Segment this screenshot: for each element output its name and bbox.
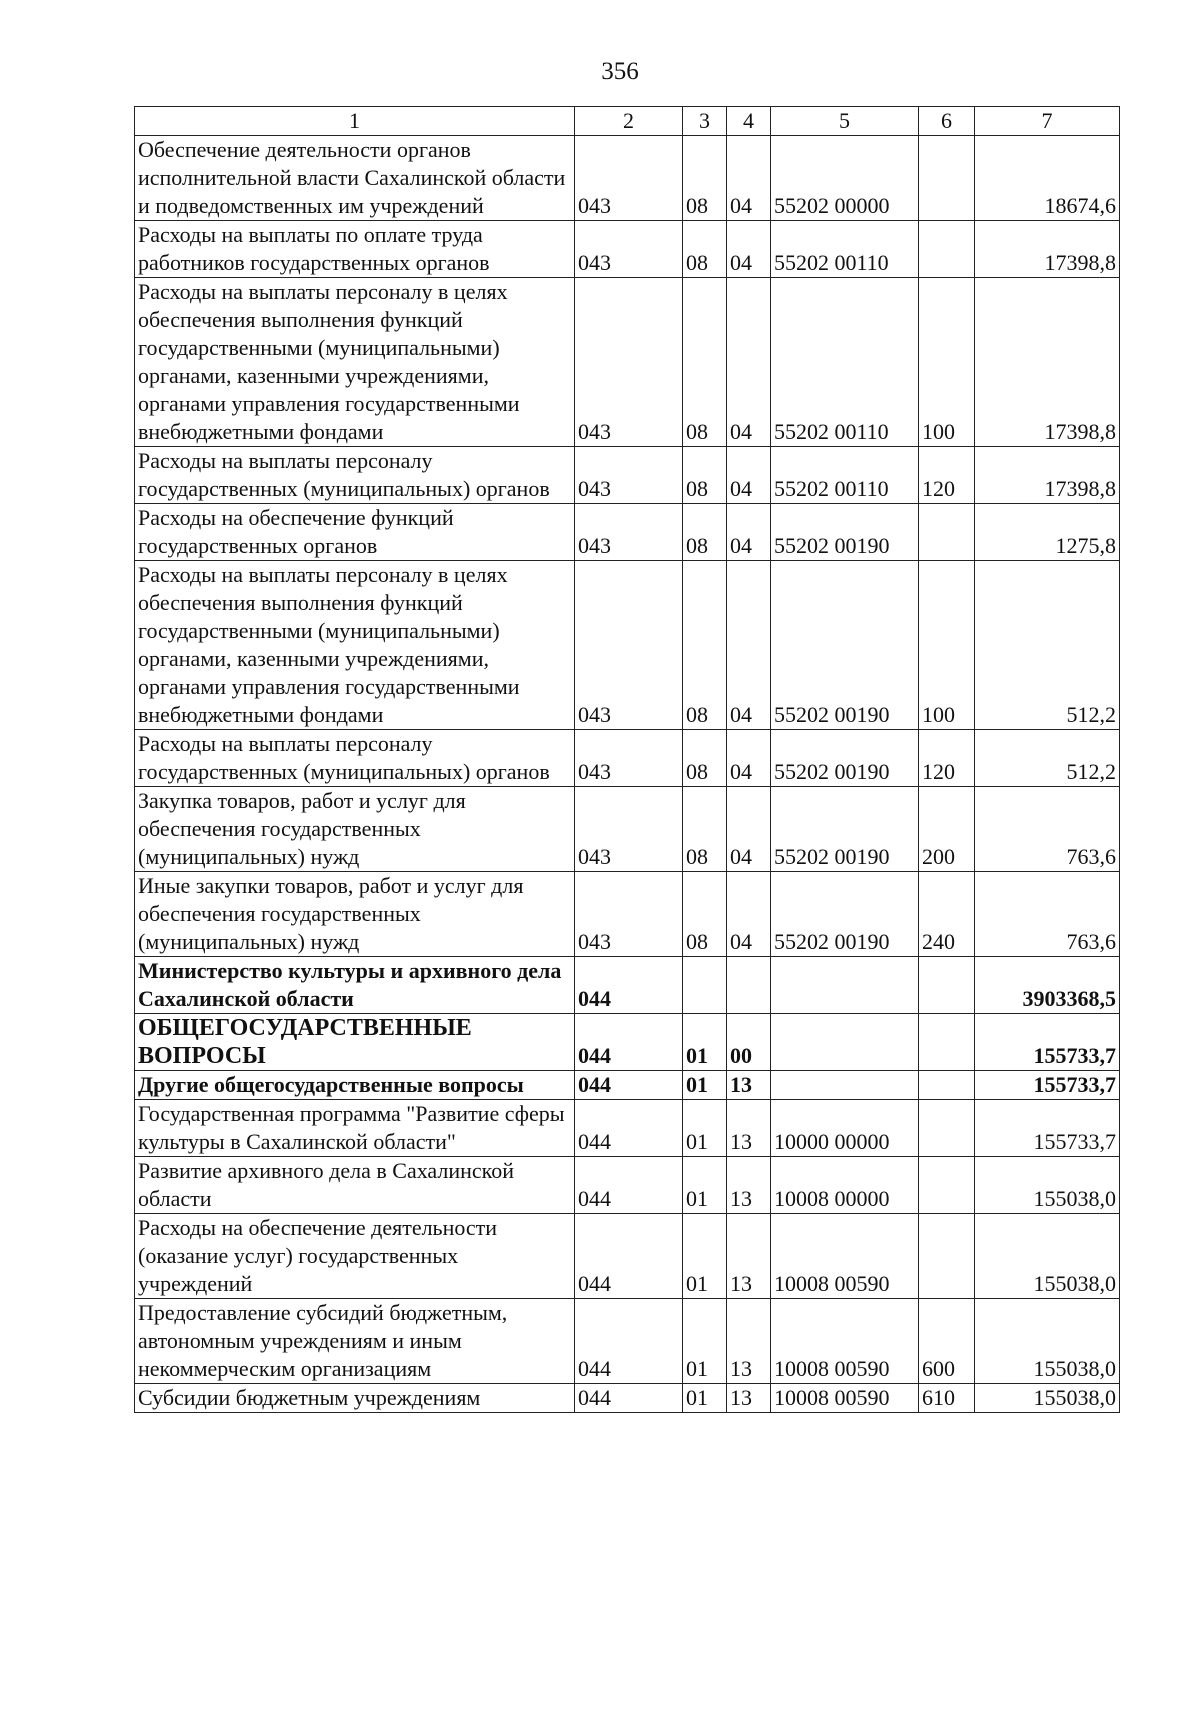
column-number-row: [135, 107, 1120, 136]
amount-cell: 155733,7: [975, 1014, 1120, 1071]
subsection-cell: 04: [727, 730, 771, 787]
amount-cell: 763,6: [975, 872, 1120, 957]
subsection-cell: 04: [727, 504, 771, 561]
amount-cell: 17398,8: [975, 447, 1120, 504]
section-cell: 08: [683, 730, 727, 787]
page-number: 356: [601, 58, 639, 85]
admin-code-cell: 044: [575, 1157, 683, 1214]
expense-type-cell: 600: [919, 1299, 975, 1384]
table-row: [135, 136, 1120, 221]
column-header: 5: [771, 107, 919, 136]
item-name-cell: Расходы на обеспечение деятельности (оказание услуг) государственных учреждений: [135, 1214, 575, 1299]
table-row: [135, 1071, 1120, 1100]
subsection-cell: 13: [727, 1214, 771, 1299]
column-header: 3: [683, 107, 727, 136]
table-row: [135, 504, 1120, 561]
column-header: 2: [575, 107, 683, 136]
expense-type-cell: [919, 1014, 975, 1071]
admin-code-cell: 043: [575, 136, 683, 221]
amount-cell: 17398,8: [975, 278, 1120, 447]
item-name-cell: Расходы на обеспечение функций государственных органов: [135, 504, 575, 561]
section-cell: 01: [683, 1384, 727, 1413]
target-article-cell: 55202 00190: [771, 504, 919, 561]
table-row: [135, 1014, 1120, 1071]
admin-code-cell: 044: [575, 1071, 683, 1100]
subsection-cell: 13: [727, 1384, 771, 1413]
subsection-cell: 00: [727, 1014, 771, 1071]
table-row: [135, 957, 1120, 1014]
section-cell: 08: [683, 278, 727, 447]
section-cell: 08: [683, 447, 727, 504]
admin-code-cell: 044: [575, 1299, 683, 1384]
item-name-cell: Расходы на выплаты персоналу государственных (муниципальных) органов: [135, 447, 575, 504]
table-row: [135, 730, 1120, 787]
item-name-cell: Государственная программа "Развитие сферы культуры в Сахалинской области": [135, 1100, 575, 1157]
item-name-cell: Развитие архивного дела в Сахалинской области: [135, 1157, 575, 1214]
expense-type-cell: [919, 957, 975, 1014]
subsection-cell: 04: [727, 278, 771, 447]
expense-type-cell: [919, 1157, 975, 1214]
target-article-cell: 55202 00190: [771, 561, 919, 730]
target-article-cell: 55202 00110: [771, 278, 919, 447]
table-row: [135, 447, 1120, 504]
table-row: [135, 221, 1120, 278]
section-cell: 08: [683, 221, 727, 278]
subsection-cell: 04: [727, 136, 771, 221]
expense-type-cell: 610: [919, 1384, 975, 1413]
admin-code-cell: 044: [575, 1014, 683, 1071]
admin-code-cell: 044: [575, 957, 683, 1014]
section-cell: [683, 957, 727, 1014]
expense-type-cell: 120: [919, 447, 975, 504]
subsection-cell: 13: [727, 1100, 771, 1157]
subsection-cell: 04: [727, 872, 771, 957]
admin-code-cell: 043: [575, 872, 683, 957]
item-name-cell: Расходы на выплаты по оплате труда работников государственных органов: [135, 221, 575, 278]
target-article-cell: 55202 00000: [771, 136, 919, 221]
table-row: [135, 1214, 1120, 1299]
admin-code-cell: 043: [575, 221, 683, 278]
item-name-cell: Расходы на выплаты персоналу в целях обеспечения выполнения функций государственными (муниципальными) органами, казенными учреждениями, органами управления государственными внебюджетными фондами: [135, 561, 575, 730]
admin-code-cell: 044: [575, 1384, 683, 1413]
expense-type-cell: 200: [919, 787, 975, 872]
amount-cell: 18674,6: [975, 136, 1120, 221]
amount-cell: 17398,8: [975, 221, 1120, 278]
table-row: [135, 561, 1120, 730]
target-article-cell: 10000 00000: [771, 1100, 919, 1157]
subsection-cell: 04: [727, 221, 771, 278]
target-article-cell: 55202 00190: [771, 872, 919, 957]
item-name-cell: Предоставление субсидий бюджетным, автономным учреждениям и иным некоммерческим организациям: [135, 1299, 575, 1384]
target-article-cell: 10008 00590: [771, 1214, 919, 1299]
section-cell: 01: [683, 1214, 727, 1299]
item-name-cell: Обеспечение деятельности органов исполнительной власти Сахалинской области и подведомственных им учреждений: [135, 136, 575, 221]
item-name-cell: Другие общегосударственные вопросы: [135, 1071, 575, 1100]
expense-type-cell: 120: [919, 730, 975, 787]
expense-type-cell: [919, 1100, 975, 1157]
table-row: [135, 1100, 1120, 1157]
subsection-cell: [727, 957, 771, 1014]
item-name-cell: Закупка товаров, работ и услуг для обеспечения государственных (муниципальных) нужд: [135, 787, 575, 872]
admin-code-cell: 043: [575, 278, 683, 447]
table-row: [135, 278, 1120, 447]
column-header: 6: [919, 107, 975, 136]
amount-cell: 155038,0: [975, 1157, 1120, 1214]
admin-code-cell: 043: [575, 730, 683, 787]
admin-code-cell: 043: [575, 504, 683, 561]
section-cell: 08: [683, 136, 727, 221]
section-cell: 08: [683, 872, 727, 957]
target-article-cell: 10008 00590: [771, 1299, 919, 1384]
expense-type-cell: [919, 504, 975, 561]
admin-code-cell: 044: [575, 1100, 683, 1157]
item-name-cell: Расходы на выплаты персоналу государственных (муниципальных) органов: [135, 730, 575, 787]
amount-cell: 155733,7: [975, 1100, 1120, 1157]
column-header: 4: [727, 107, 771, 136]
subsection-cell: 04: [727, 447, 771, 504]
section-cell: 01: [683, 1299, 727, 1384]
column-header: 7: [975, 107, 1120, 136]
table-body: [135, 136, 1120, 1413]
item-name-cell: Иные закупки товаров, работ и услуг для обеспечения государственных (муниципальных) нужд: [135, 872, 575, 957]
budget-table: [134, 106, 1120, 1413]
target-article-cell: [771, 1071, 919, 1100]
amount-cell: 512,2: [975, 561, 1120, 730]
section-cell: 01: [683, 1157, 727, 1214]
item-name-cell: Субсидии бюджетным учреждениям: [135, 1384, 575, 1413]
admin-code-cell: 044: [575, 1214, 683, 1299]
subsection-cell: 04: [727, 561, 771, 730]
target-article-cell: 10008 00000: [771, 1157, 919, 1214]
admin-code-cell: 043: [575, 447, 683, 504]
expense-type-cell: 100: [919, 278, 975, 447]
column-header: 1: [135, 107, 575, 136]
table-row: [135, 872, 1120, 957]
amount-cell: 1275,8: [975, 504, 1120, 561]
table-row: [135, 1299, 1120, 1384]
admin-code-cell: 043: [575, 561, 683, 730]
expense-type-cell: 100: [919, 561, 975, 730]
item-name-cell: Расходы на выплаты персоналу в целях обеспечения выполнения функций государственными (муниципальными) органами, казенными учреждениями, органами управления государственными внебюджетными фондами: [135, 278, 575, 447]
subsection-cell: 13: [727, 1071, 771, 1100]
subsection-cell: 13: [727, 1157, 771, 1214]
section-cell: 01: [683, 1071, 727, 1100]
amount-cell: 763,6: [975, 787, 1120, 872]
amount-cell: 155038,0: [975, 1214, 1120, 1299]
target-article-cell: [771, 1014, 919, 1071]
amount-cell: 155038,0: [975, 1299, 1120, 1384]
table-row: [135, 1157, 1120, 1214]
item-name-cell: Министерство культуры и архивного дела Сахалинской области: [135, 957, 575, 1014]
expense-type-cell: [919, 1214, 975, 1299]
section-cell: 08: [683, 787, 727, 872]
section-cell: 08: [683, 561, 727, 730]
amount-cell: 3903368,5: [975, 957, 1120, 1014]
section-cell: 08: [683, 504, 727, 561]
table-row: [135, 787, 1120, 872]
target-article-cell: 55202 00110: [771, 221, 919, 278]
target-article-cell: 55202 00110: [771, 447, 919, 504]
subsection-cell: 04: [727, 787, 771, 872]
amount-cell: 155733,7: [975, 1071, 1120, 1100]
amount-cell: 155038,0: [975, 1384, 1120, 1413]
target-article-cell: 10008 00590: [771, 1384, 919, 1413]
section-cell: 01: [683, 1014, 727, 1071]
admin-code-cell: 043: [575, 787, 683, 872]
section-cell: 01: [683, 1100, 727, 1157]
expense-type-cell: [919, 1071, 975, 1100]
target-article-cell: 55202 00190: [771, 787, 919, 872]
amount-cell: 512,2: [975, 730, 1120, 787]
expense-type-cell: [919, 221, 975, 278]
subsection-cell: 13: [727, 1299, 771, 1384]
table-row: [135, 1384, 1120, 1413]
expense-type-cell: [919, 136, 975, 221]
target-article-cell: 55202 00190: [771, 730, 919, 787]
expense-type-cell: 240: [919, 872, 975, 957]
item-name-cell: ОБЩЕГОСУДАРСТВЕННЫЕ ВОПРОСЫ: [135, 1014, 575, 1071]
target-article-cell: [771, 957, 919, 1014]
